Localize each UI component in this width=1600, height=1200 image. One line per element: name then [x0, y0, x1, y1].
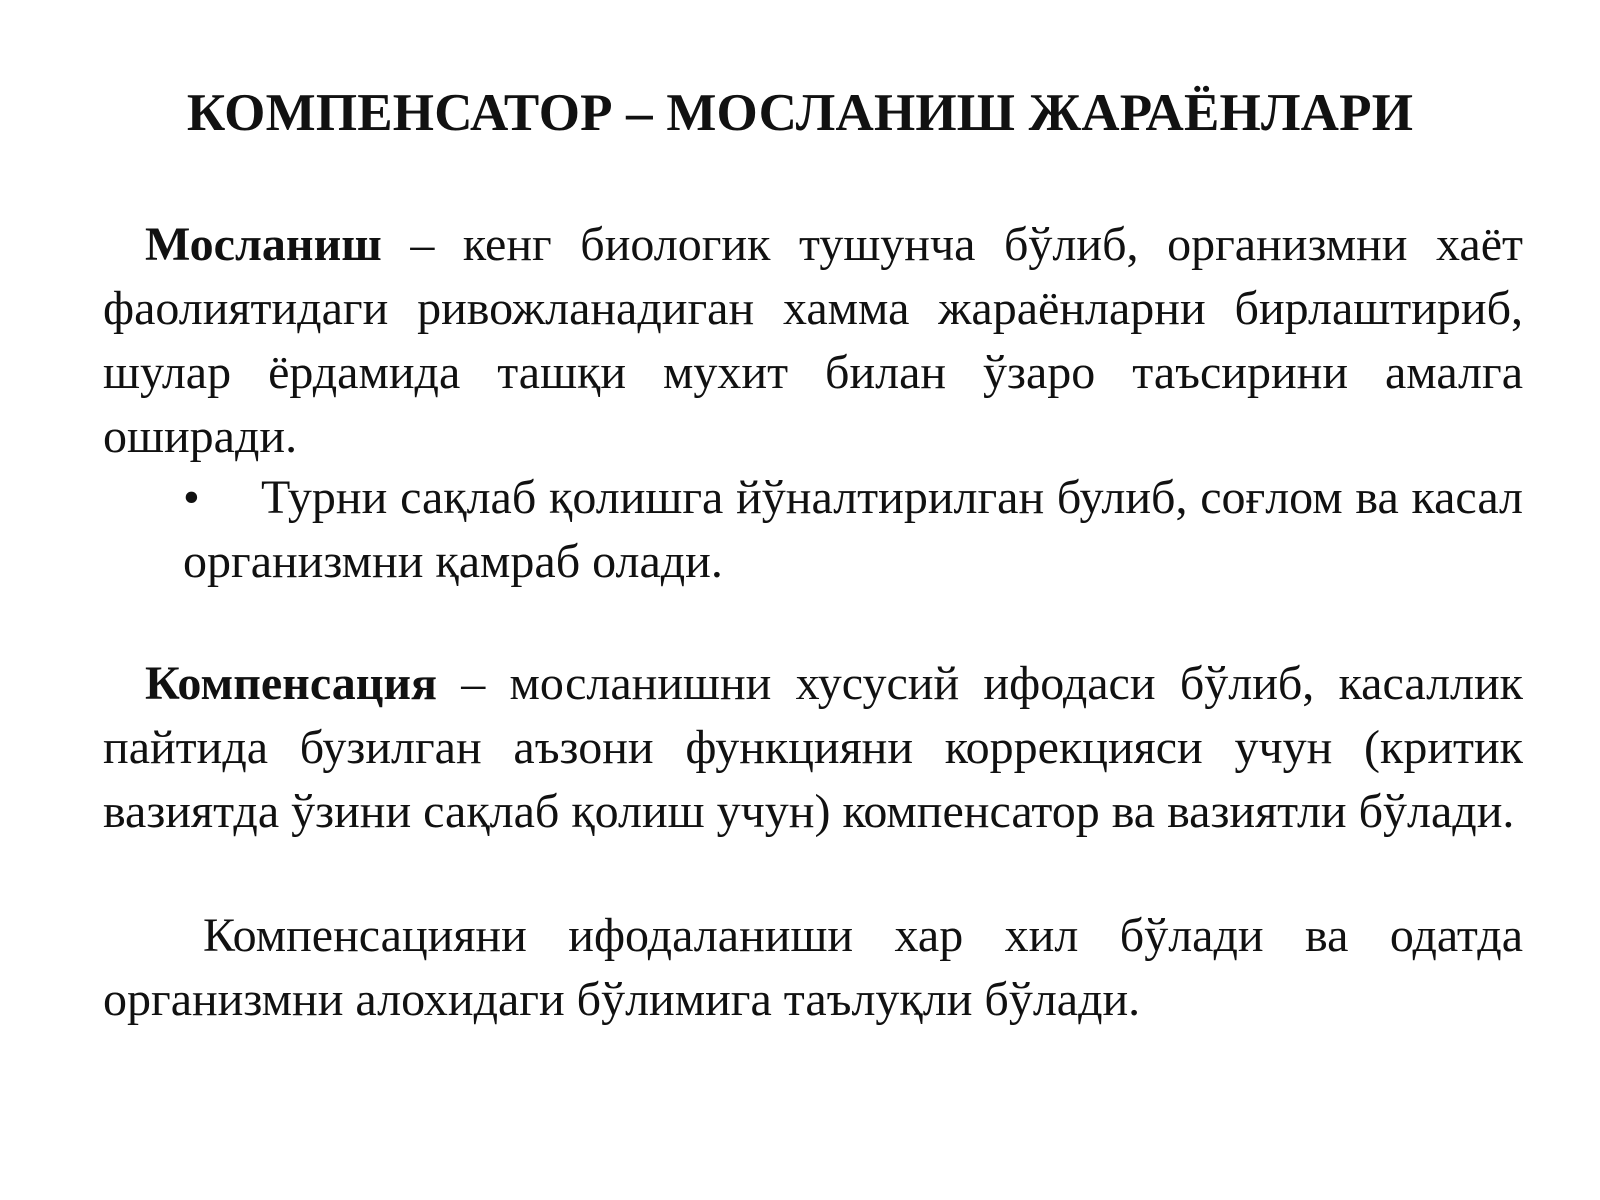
bullet-text: Турни сақлаб қолишга йўналтирилган булиб, соғлом ва касал организмни қамраб олади.: [183, 471, 1523, 588]
adaptation-term: Мосланиш: [145, 218, 382, 271]
adaptation-paragraph: [103, 213, 1523, 469]
bullet-mark: •: [183, 471, 200, 524]
compensation-term: Компенсация: [145, 657, 437, 710]
bullet-item: [183, 466, 1523, 594]
adaptation-definition: – кенг биологик тушунча бўлиб, организмни хаёт фаолиятидаги ривожланадиган хамма жараёнларни бирлаштириб, шулар ёрдамида ташқи мухит билан ўзаро таъсирини амалга оширади.: [103, 218, 1523, 463]
compensation-paragraph: [103, 652, 1523, 844]
slide-title: КОМПЕНСАТОР – МОСЛАНИШ ЖАРАЁНЛАРИ: [186, 84, 1414, 142]
compensation-definition: – мосланишни хусусий ифодаси бўлиб, касаллик пайтида бузилган аъзони функцияни коррекцияси учун (критик вазиятда ўзини сақлаб қолиш учун) компенсатор ва вазиятли бўлади.: [103, 657, 1523, 838]
compensation-expression-paragraph: Компенсацияни ифодаланиши хар хил бўлади ва одатда организмни алохидаги бўлимига таълуқли бўлади.: [103, 909, 1523, 1026]
